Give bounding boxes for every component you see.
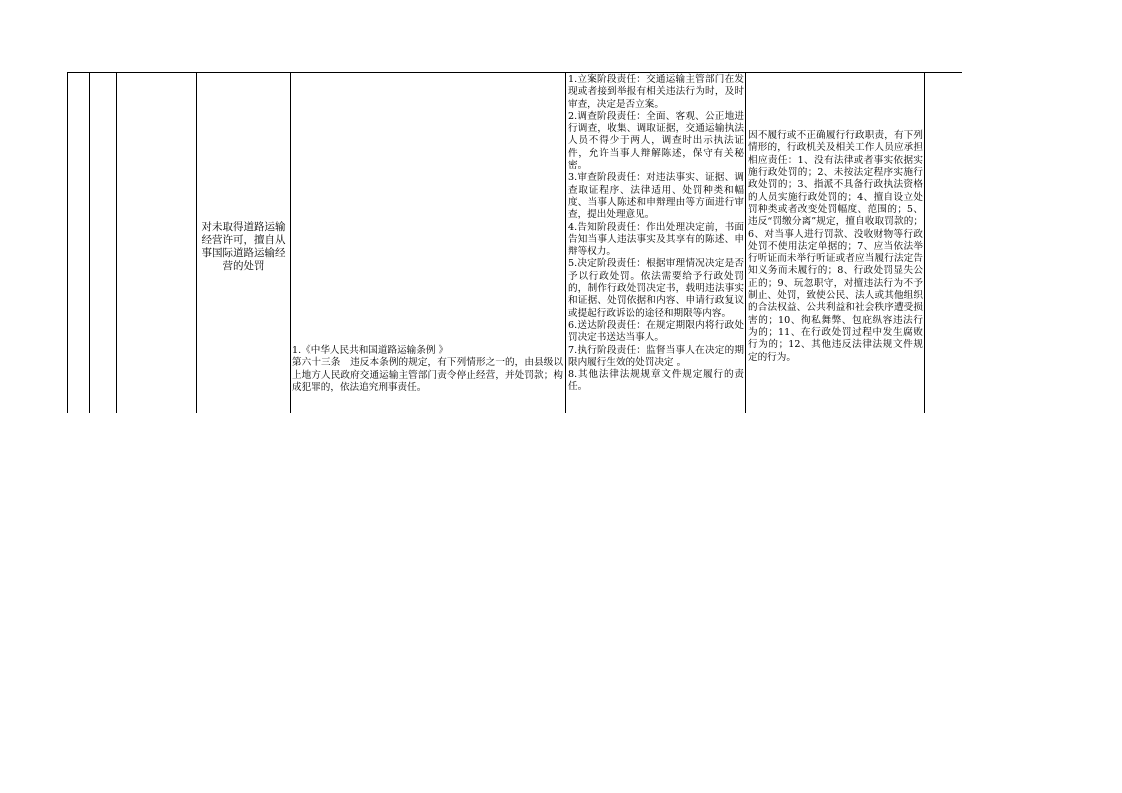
cell-responsibility	[566, 73, 746, 413]
cell-seq-no	[68, 73, 90, 413]
cell-remarks	[925, 73, 963, 413]
basis-article-text: 第六十三条 违反本条例的规定，有下列情形之一的，由县级以上地方人民政府交通运输主管部门责令停止经营，并处罚款；构成犯罪的，依法追究刑事责任。	[292, 357, 563, 393]
responsibility-step-4: 4.告知阶段责任：作出处理决定前，书面告知当事人违法事实及其享有的陈述、申辩等权力。	[568, 221, 744, 258]
responsibility-step-5: 5.决定阶段责任：根据审理情况决定是否予以行政处罚。依法需要给予行政处罚的，制作行政处罚决定书，载明违法事实和证据、处罚依据和内容、申请行政复议或提起行政诉讼的途径和期限等内容。	[568, 258, 744, 319]
basis-law-title: 1.《中华人民共和国道路运输条例 》	[292, 345, 449, 356]
responsibility-step-3: 3.审查阶段责任：对违法事实、证据、调查取证程序、法律适用、处罚种类和幅度、当事人陈述和申辩理由等方面进行审查，提出处理意见。	[568, 172, 744, 221]
item-name-text: 对未取得道路运输经营许可，擅自从事国际道路运输经营的处罚	[201, 221, 286, 272]
cell-liability	[746, 73, 925, 413]
liability-text: 因不履行或不正确履行行政职责，有下列情形的，行政机关及相关工作人员应承担相应责任：1、没有法律或者事实依据实施行政处罚的；2、未按法定程序实施行政处罚的；3、指派不具备行政执法资格的人员实施行政处罚的；4、擅自设立处罚种类或者改变处罚幅度、范围的；5、违反“罚缴分离”规定，擅自收取罚款的；6、对当事人进行罚款、没收财物等行政处罚不使用法定单据的；7、应当依法举行听证而未举行听证或者应当履行法定告知义务而未履行的；8、行政处罚显失公正的；9、玩忽职守，对擅违法行为不予制止、处罚，致使公民、法人或其他组织的合法权益、公共利益和社会秩序遭受损害的；10、徇私舞弊、包庇纵容违法行为的；11、在行政处罚过程中发生腐败行为的；12、其他违反法律法规文件规定的行为。	[748, 130, 923, 363]
responsibility-step-8: 8.其他法律法规规章文件规定履行的责任。	[568, 369, 744, 393]
responsibility-step-1: 1.立案阶段责任：交通运输主管部门在发现或者接到举报有相关违法行为时，及时审查，决定是否立案。	[568, 74, 744, 110]
cell-category	[90, 73, 117, 413]
responsibility-step-2: 2.调查阶段责任：全面、客观、公正地进行调查，收集、调取证据，交通运输执法人员不得少于两人，调查时出示执法证件，允许当事人辩解陈述，保守有关秘密。	[568, 110, 744, 172]
responsibility-step-7: 7.执行阶段责任：监督当事人在决定的期限内履行生效的处罚决定 。	[568, 344, 744, 368]
cell-item-code	[117, 73, 197, 413]
table-row	[68, 73, 963, 413]
responsibility-step-6: 6.送达阶段责任：在规定期限内将行政处罚决定书送达当事人。	[568, 319, 744, 344]
duty-list-table	[67, 73, 962, 413]
cell-legal-basis	[291, 73, 566, 413]
cell-item-name	[197, 73, 291, 413]
spreadsheet-table	[67, 72, 962, 413]
